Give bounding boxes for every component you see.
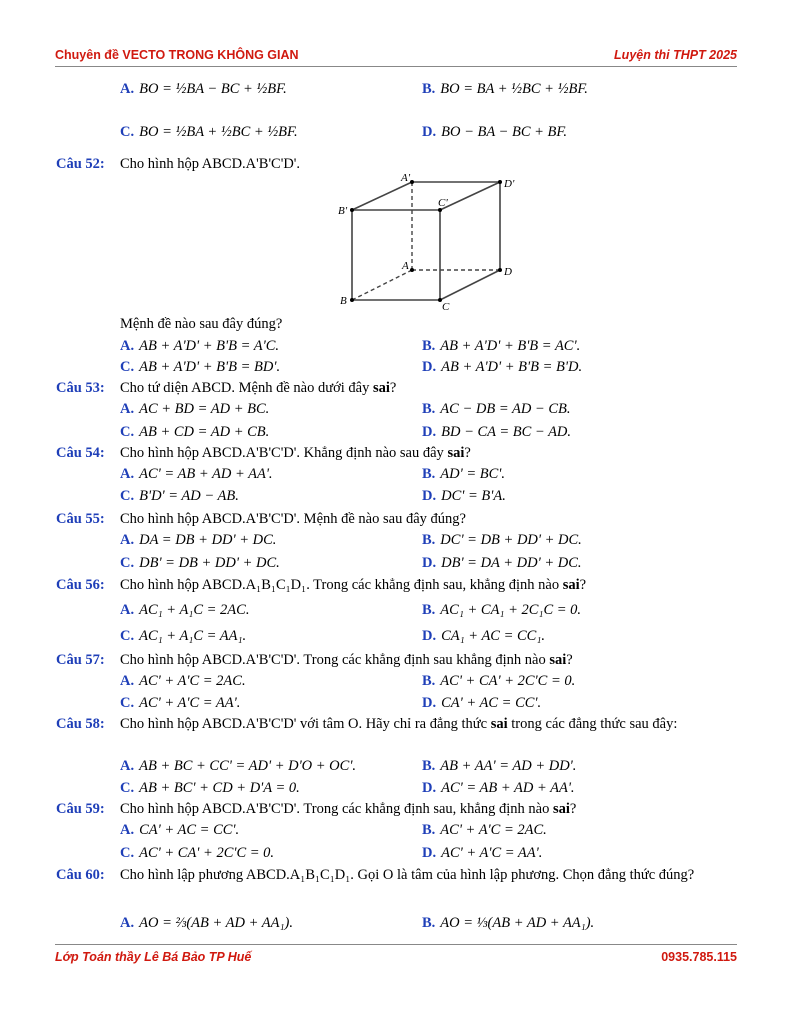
label-b-prime: B' (338, 205, 348, 217)
option-a: A. BO = ½BA − BC + ½BF. (120, 81, 287, 97)
page-header (55, 46, 737, 67)
option-b: B. BO = BA + ½BC + ½BF. (422, 81, 588, 97)
label-c-prime: C' (438, 197, 448, 209)
option-c: C. AB + BC' + CD + D'A = 0. (120, 780, 300, 796)
option-a: A. AC' = AB + AD + AA'. (120, 466, 273, 482)
option-d: D. BO − BA − BC + BF. (422, 124, 567, 140)
option-d: D. DC' = B'A. (422, 488, 506, 504)
label-a-prime: A' (401, 172, 411, 184)
option-d: D. AB + A'D' + B'B = B'D. (422, 359, 583, 375)
option-a: A. AO = ⅔(AB + AD + AA₁). (120, 915, 293, 931)
question-text: Cho hình hộp ABCD.A'B'C'D'. (120, 156, 301, 172)
option-b: B. AD' = BC'. (422, 466, 506, 482)
footer-phone: 0935.785.115 (661, 950, 737, 964)
option-a: A. AC₁ + A₁C = 2AC. (120, 602, 250, 618)
option-b: B. AC' + A'C = 2AC. (422, 822, 547, 838)
option-c: C. B'D' = AD − AB. (120, 488, 239, 504)
option-c: C. AC' + CA' + 2C'C = 0. (120, 845, 275, 861)
question-number: Câu 52: (56, 156, 105, 172)
option-b: B. AC₁ + CA₁ + 2C₁C = 0. (422, 602, 582, 618)
option-b: B. AB + A'D' + B'B = AC'. (422, 338, 581, 354)
option-c: C. AC₁ + A₁C = AA₁. (120, 628, 247, 644)
footer-teacher: Lớp Toán thầy Lê Bá Bảo TP Huế (55, 950, 252, 964)
option-a: A. AC + BD = AD + BC. (120, 401, 270, 417)
label-d-prime: D' (504, 178, 515, 190)
option-a: A. AB + BC + CC' = AD' + D'O + OC'. (120, 758, 357, 774)
option-d: D. CA₁ + AC = CC₁. (422, 628, 546, 644)
page-footer (55, 944, 737, 969)
option-a: A. AC' + A'C = 2AC. (120, 673, 246, 689)
option-d: D. BD − CA = BC − AD. (422, 424, 572, 440)
option-b: B. AB + AA' = AD + DD'. (422, 758, 577, 774)
option-c: C. DB' = DB + DD' + DC. (120, 555, 280, 571)
label-b: B (340, 295, 347, 307)
header-title: Chuyên đề VECTO TRONG KHÔNG GIAN (55, 48, 299, 62)
option-d: D. AC' + A'C = AA'. (422, 845, 543, 861)
option-c: C. BO = ½BA + ½BC + ½BF. (120, 124, 298, 140)
option-d: D. AC' = AB + AD + AA'. (422, 780, 575, 796)
option-b: B. AC − DB = AD − CB. (422, 401, 571, 417)
label-c: C (442, 301, 450, 310)
option-b: B. AC' + CA' + 2C'C = 0. (422, 673, 576, 689)
option-d: D. CA' + AC = CC'. (422, 695, 542, 711)
option-d: D. DB' = DA + DD' + DC. (422, 555, 582, 571)
option-c: C. AB + CD = AD + CB. (120, 424, 270, 440)
option-a: A. CA' + AC = CC'. (120, 822, 240, 838)
option-b: B. DC' = DB + DD' + DC. (422, 532, 582, 548)
box-figure (330, 170, 520, 310)
option-c: C. AB + A'D' + B'B = BD'. (120, 359, 281, 375)
header-subtitle: Luyện thi THPT 2025 (614, 48, 737, 62)
option-a: A. DA = DB + DD' + DC. (120, 532, 277, 548)
option-c: C. AC' + A'C = AA'. (120, 695, 241, 711)
option-a: A. AB + A'D' + B'B = A'C. (120, 338, 280, 354)
option-b: B. AO = ⅓(AB + AD + AA₁). (422, 915, 595, 931)
label-a: A (402, 260, 409, 272)
label-d: D (504, 266, 512, 278)
